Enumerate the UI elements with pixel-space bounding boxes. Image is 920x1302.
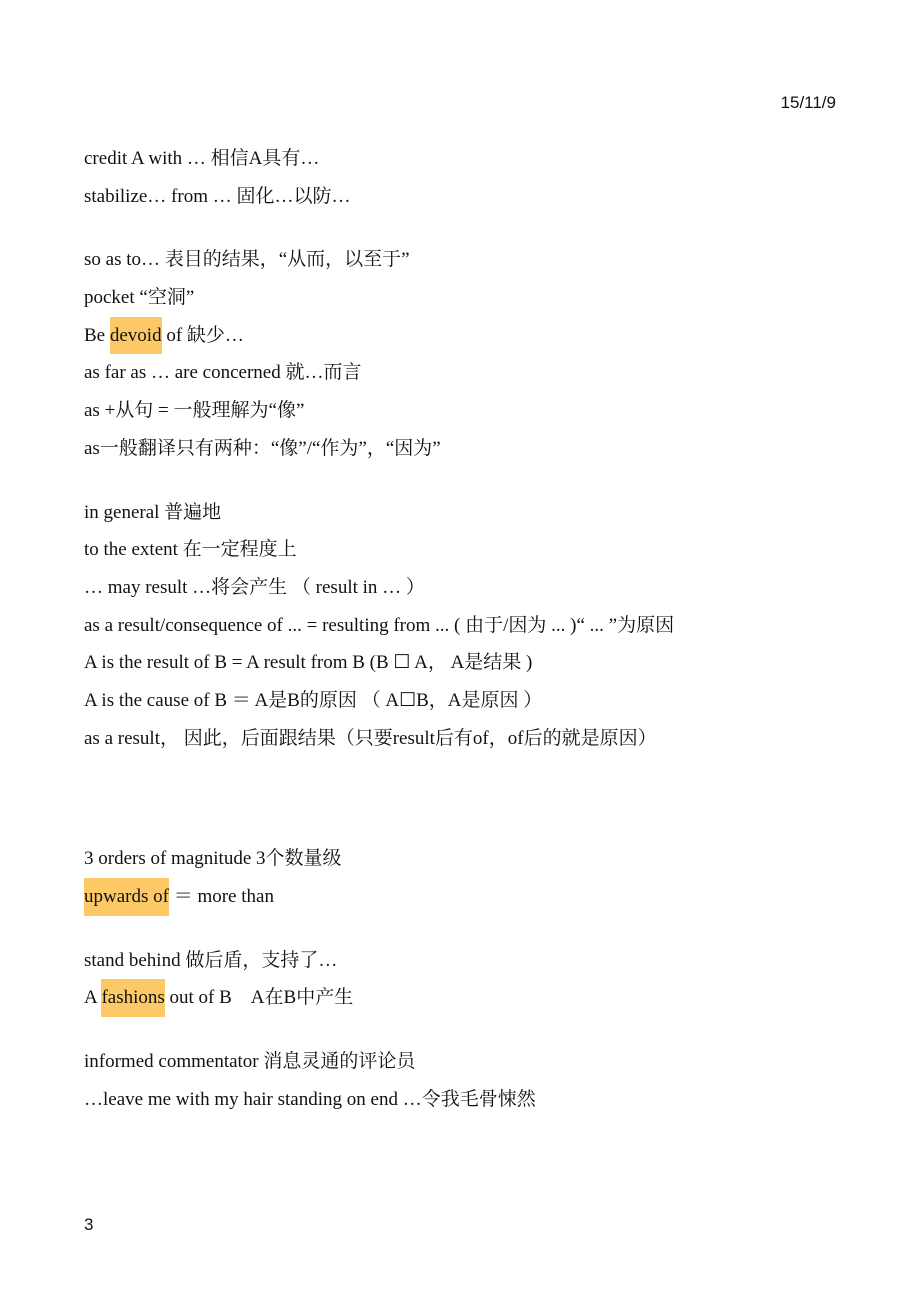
note-text: A xyxy=(84,987,102,1009)
note-text: pocket “空洞” xyxy=(84,287,195,309)
note-text: …leave me with my hair standing on end …令我毛骨悚然 xyxy=(84,1088,536,1110)
note-text: to the extent 在一定程度上 xyxy=(84,539,297,561)
note-text: as一般翻译只有两种：“像”/“作为”，“因为” xyxy=(84,437,441,459)
note-line xyxy=(84,607,844,645)
highlighted-term: upwards of xyxy=(84,878,169,916)
note-text: … may result …将会产生 （ result in … ） xyxy=(84,576,425,598)
note-group xyxy=(84,840,844,915)
page-date: 15/11/9 xyxy=(780,93,836,112)
note-text: 3 orders of magnitude 3个数量级 xyxy=(84,848,342,870)
note-group xyxy=(84,1043,844,1118)
note-line xyxy=(84,430,844,468)
note-line xyxy=(84,494,844,532)
note-text: as a result/consequence of ... = resulting from ... ( 由于/因为 ... )“ ... ”为原因 xyxy=(84,614,675,636)
note-text: informed commentator 消息灵通的评论员 xyxy=(84,1051,416,1073)
highlighted-term: fashions xyxy=(101,979,164,1017)
note-line xyxy=(84,979,844,1017)
note-line xyxy=(84,392,844,430)
note-text: credit A with … 相信A具有… xyxy=(84,148,320,169)
note-line xyxy=(84,178,844,216)
page-number: 3 xyxy=(84,1215,94,1234)
note-text: ＝ more than xyxy=(168,886,274,907)
note-text: A is the cause of B ＝ A是B的原因 （ A☐B，A是原因 ） xyxy=(84,689,543,711)
note-group xyxy=(84,140,844,215)
note-text: out of B A在B中产生 xyxy=(164,987,354,1009)
note-line xyxy=(84,354,844,392)
note-text: as +从句 = 一般理解为“像” xyxy=(84,400,305,422)
note-text: stand behind 做后盾，支持了… xyxy=(84,949,338,971)
note-text: as far as … are concerned 就…而言 xyxy=(84,362,362,384)
note-line xyxy=(84,840,844,878)
note-group xyxy=(84,494,844,758)
note-line xyxy=(84,279,844,317)
note-text: as a result， 因此，后面跟结果（只要result后有of，of后的就是原因） xyxy=(84,727,657,749)
note-line xyxy=(84,720,844,758)
note-line xyxy=(84,531,844,569)
note-group xyxy=(84,241,844,467)
note-text: so as to… 表目的结果，“从而，以至于” xyxy=(84,249,410,271)
highlighted-term: devoid xyxy=(110,317,162,355)
note-line xyxy=(84,878,844,916)
note-line xyxy=(84,140,844,178)
note-line xyxy=(84,1081,844,1119)
note-line xyxy=(84,644,844,682)
vocabulary-notes xyxy=(84,140,844,1144)
note-text: in general 普遍地 xyxy=(84,501,222,523)
note-line xyxy=(84,1043,844,1081)
note-line xyxy=(84,317,844,355)
note-line xyxy=(84,569,844,607)
note-text: of 缺少… xyxy=(161,324,244,346)
note-line xyxy=(84,682,844,720)
note-text: A is the result of B = A result from B (B ☐ A， A是结果 ) xyxy=(84,652,533,674)
note-line xyxy=(84,942,844,980)
note-text: stabilize… from … 固化…以防… xyxy=(84,185,351,207)
note-text: Be xyxy=(84,324,110,346)
note-group xyxy=(84,942,844,1017)
note-line xyxy=(84,241,844,279)
